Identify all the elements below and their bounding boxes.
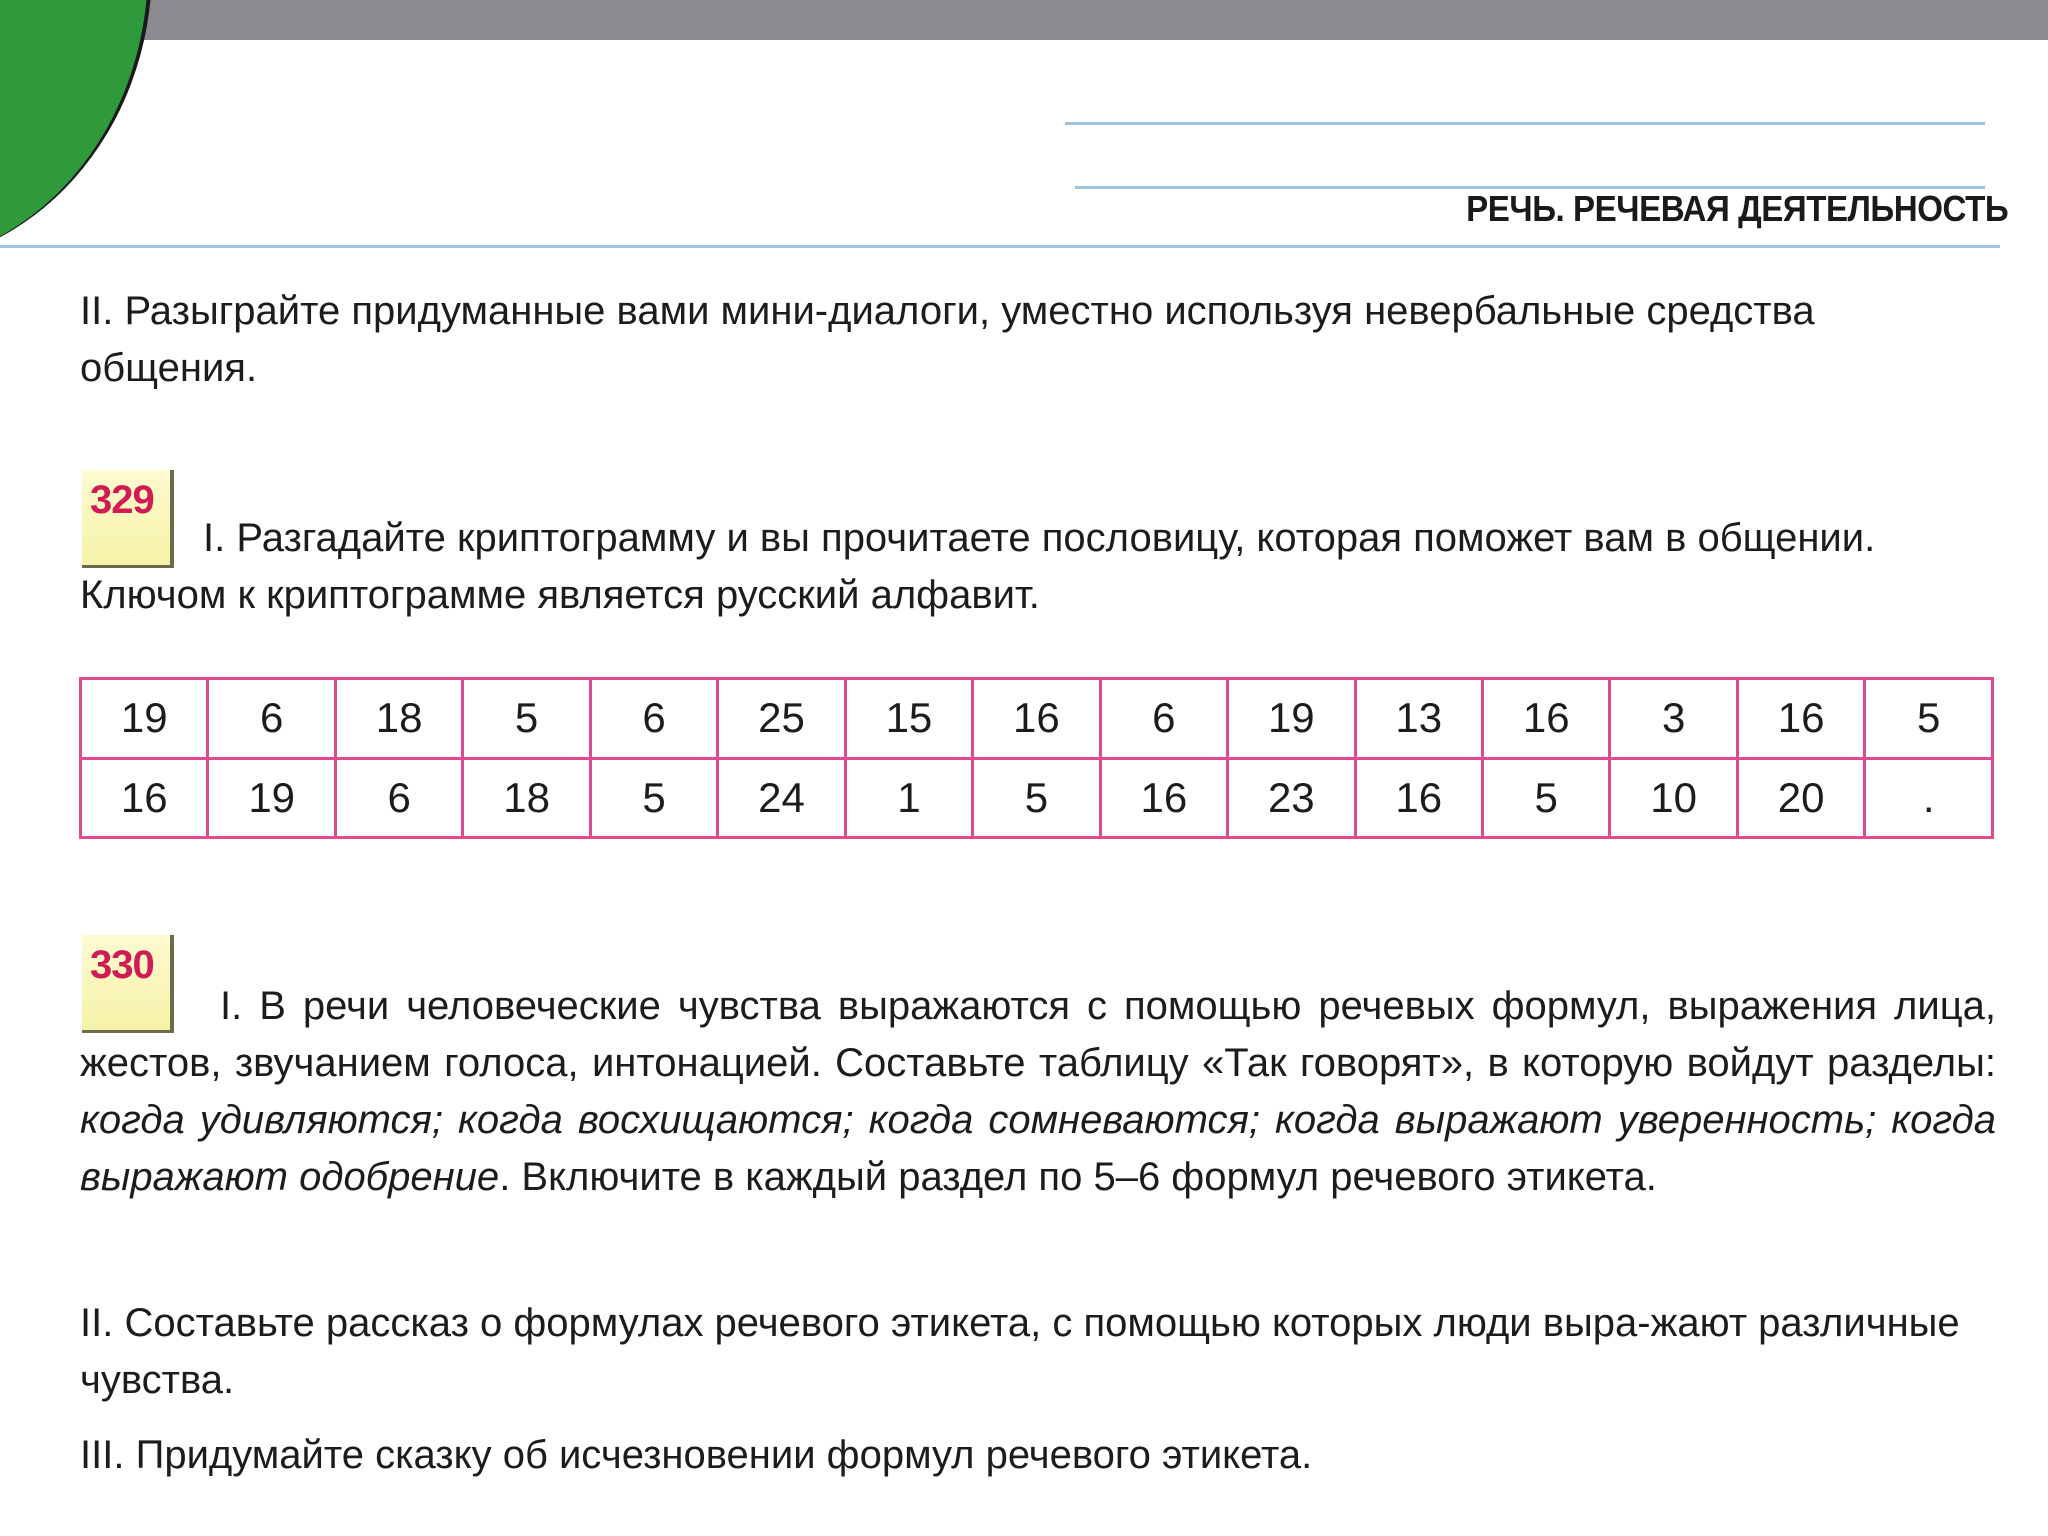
- cryptogram-cell: 5: [463, 679, 590, 759]
- page-header: РЕЧЬ. РЕЧЕВАЯ ДЕЯТЕЛЬНОСТЬ: [1465, 188, 2008, 229]
- cryptogram-cell: 18: [335, 679, 462, 759]
- ex330-task1-italic: когда удивляются; когда восхищаются; когда сомневаются; когда выражают уверенность; когда выражают одобрение: [80, 1098, 1996, 1199]
- cryptogram-cell: 5: [590, 758, 717, 838]
- cryptogram-cell: 6: [590, 679, 717, 759]
- exercise-number: 330: [90, 943, 154, 987]
- cryptogram-table: [79, 677, 1994, 839]
- top-bar: [0, 0, 2048, 40]
- cryptogram-cell: 18: [463, 758, 590, 838]
- cryptogram-cell: 16: [1355, 758, 1482, 838]
- header-rule-top: [1065, 122, 1985, 125]
- prev-task-text: II. Разыграйте придуманные вами мини-диалоги, уместно используя невербальные средства общения.: [80, 289, 1815, 390]
- cryptogram-cell: 3: [1610, 679, 1737, 759]
- header-rule-bottom: [0, 245, 2000, 248]
- cryptogram-cell: 6: [208, 679, 335, 759]
- green-circle-decoration: [0, 0, 152, 266]
- cryptogram-cell: 20: [1737, 758, 1864, 838]
- cryptogram-cell: 16: [1100, 758, 1227, 838]
- cryptogram-cell: 19: [208, 758, 335, 838]
- cryptogram-cell: 1: [845, 758, 972, 838]
- cryptogram-cell: 13: [1355, 679, 1482, 759]
- cryptogram-cell: 23: [1228, 758, 1355, 838]
- cryptogram-cell: 16: [1737, 679, 1864, 759]
- cryptogram-cell: 16: [973, 679, 1100, 759]
- cryptogram-cell: 19: [81, 679, 208, 759]
- cryptogram-cell: 15: [845, 679, 972, 759]
- ex329-task1-text: I. Разгадайте криптограмму и вы прочитаете пословицу, которая поможет вам в общении. Ключом к криптограмме является русский алфавит.: [80, 516, 1876, 617]
- cryptogram-cell: .: [1865, 758, 1993, 838]
- cryptogram-row: [81, 679, 1993, 759]
- cryptogram-row: [81, 758, 1993, 838]
- cryptogram-cell: 5: [973, 758, 1100, 838]
- ex330-task2-text: II. Составьте рассказ о формулах речевого этикета, с помощью которых люди выра-жают различные чувства.: [80, 1301, 1960, 1402]
- cryptogram-cell: 6: [1100, 679, 1227, 759]
- ex330-task1-end: . Включите в каждый раздел по 5–6 формул речевого этикета.: [499, 1155, 1657, 1199]
- cryptogram-cell: 25: [718, 679, 845, 759]
- cryptogram-cell: 24: [718, 758, 845, 838]
- cryptogram-cell: 19: [1228, 679, 1355, 759]
- cryptogram-cell: 5: [1865, 679, 1993, 759]
- cryptogram-cell: 5: [1482, 758, 1609, 838]
- cryptogram-cell: 16: [81, 758, 208, 838]
- ex330-task1-text: [80, 978, 1996, 1206]
- ex330-task1-start: I. В речи человеческие чувства выражаются с помощью речевых формул, выражения лица, жестов, звучанием голоса, интонацией. Составьте таблицу «Так говорят», в которую войдут разделы:: [80, 984, 1996, 1085]
- cryptogram-cell: 10: [1610, 758, 1737, 838]
- exercise-number: 329: [90, 478, 154, 522]
- cryptogram-cell: 6: [335, 758, 462, 838]
- cryptogram-cell: 16: [1482, 679, 1609, 759]
- ex330-task3-text: III. Придумайте сказку об исчезновении формул речевого этикета.: [80, 1433, 1313, 1477]
